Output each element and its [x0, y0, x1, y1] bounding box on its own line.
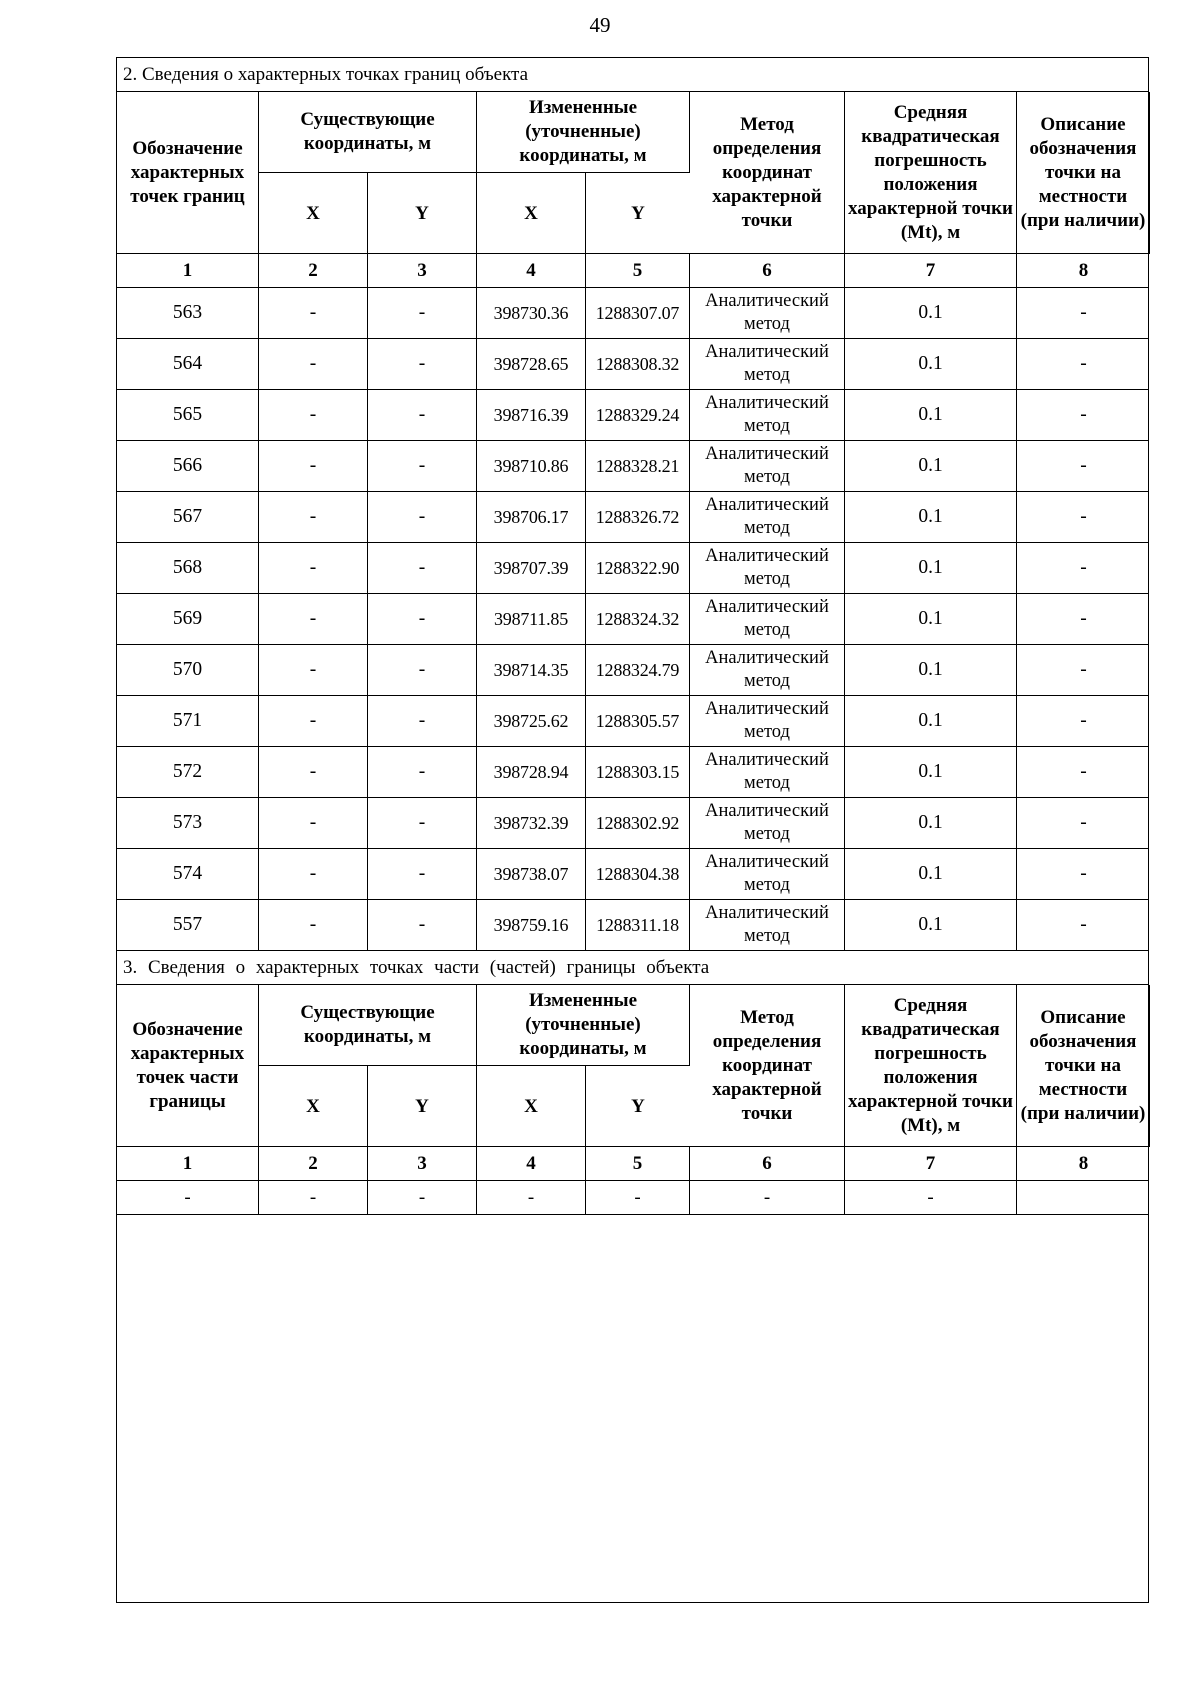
- table-cell: -: [586, 1181, 690, 1214]
- header-changed-coords: Измененные (уточненные) координаты, м: [477, 92, 690, 172]
- point-number-cell: 564: [117, 339, 259, 389]
- error-cell: 0.1: [845, 696, 1017, 746]
- existing-y-cell: -: [368, 849, 477, 899]
- method-cell: [690, 543, 845, 593]
- error-cell: 0.1: [845, 849, 1017, 899]
- method-line: Аналитический: [705, 750, 829, 770]
- description-cell: -: [1080, 506, 1087, 527]
- section2-header: [117, 92, 1148, 254]
- method-line: метод: [744, 620, 790, 640]
- changed-y-cell: 1288303.15: [586, 747, 690, 797]
- method-cell: [690, 849, 845, 899]
- description-cell: -: [1080, 404, 1087, 425]
- header-changed-x: X: [477, 1065, 586, 1147]
- method-line: Аналитический: [705, 291, 829, 311]
- header-existing-coords: Существующие координаты, м: [259, 92, 477, 172]
- description-cell: -: [1080, 557, 1087, 578]
- description-cell: -: [1080, 353, 1087, 374]
- table-row: [117, 492, 1148, 543]
- method-line: метод: [744, 467, 790, 487]
- error-cell: 0.1: [845, 390, 1017, 440]
- header-changed-x: X: [477, 172, 586, 254]
- changed-y-cell: 1288305.57: [586, 696, 690, 746]
- changed-x-cell: 398707.39: [477, 543, 586, 593]
- column-number: 3: [368, 1147, 477, 1180]
- point-number-cell: 570: [117, 645, 259, 695]
- existing-x-cell: -: [259, 696, 368, 746]
- existing-x-cell: -: [259, 441, 368, 491]
- method-line: метод: [744, 875, 790, 895]
- header-changed-y: Y: [586, 172, 690, 254]
- method-line: Аналитический: [705, 852, 829, 872]
- table-row: [117, 339, 1148, 390]
- existing-x-cell: -: [259, 798, 368, 848]
- table-cell: -: [690, 1181, 845, 1214]
- point-number-cell: 571: [117, 696, 259, 746]
- existing-x-cell: -: [259, 492, 368, 542]
- method-cell: [690, 390, 845, 440]
- method-cell: [690, 747, 845, 797]
- error-cell: 0.1: [845, 288, 1017, 338]
- existing-x-cell: -: [259, 747, 368, 797]
- changed-y-cell: 1288324.79: [586, 645, 690, 695]
- table-row: [117, 288, 1148, 339]
- changed-y-cell: 1288324.32: [586, 594, 690, 644]
- existing-x-cell: -: [259, 288, 368, 338]
- error-cell: 0.1: [845, 492, 1017, 542]
- method-cell: [690, 645, 845, 695]
- changed-y-cell: 1288302.92: [586, 798, 690, 848]
- changed-y-cell: 1288328.21: [586, 441, 690, 491]
- point-number-cell: 568: [117, 543, 259, 593]
- method-cell: [690, 900, 845, 950]
- header-description: Описание обозначения точки на местности (при наличии): [1017, 92, 1150, 254]
- changed-y-cell: 1288308.32: [586, 339, 690, 389]
- error-cell: 0.1: [845, 747, 1017, 797]
- point-number-cell: 573: [117, 798, 259, 848]
- method-line: метод: [744, 569, 790, 589]
- column-number: 8: [1078, 259, 1089, 281]
- header-description: Описание обозначения точки на местности (при наличии): [1017, 985, 1150, 1147]
- table-cell: -: [845, 1181, 1017, 1214]
- section3-empty-row: [117, 1181, 1148, 1215]
- section3-header: [117, 985, 1148, 1147]
- method-cell: [690, 594, 845, 644]
- changed-y-cell: 1288307.07: [586, 288, 690, 338]
- header-method: Метод определения координат характерной точки: [690, 92, 845, 254]
- header-existing-x: X: [259, 1065, 368, 1147]
- existing-y-cell: -: [368, 798, 477, 848]
- error-cell: 0.1: [845, 594, 1017, 644]
- description-cell: -: [1080, 659, 1087, 680]
- method-line: Аналитический: [705, 903, 829, 923]
- method-line: метод: [744, 416, 790, 436]
- error-cell: 0.1: [845, 441, 1017, 491]
- method-line: Аналитический: [705, 495, 829, 515]
- column-number: 2: [259, 254, 368, 287]
- error-cell: 0.1: [845, 645, 1017, 695]
- column-number: 6: [690, 254, 845, 287]
- changed-x-cell: 398711.85: [477, 594, 586, 644]
- changed-y-cell: 1288329.24: [586, 390, 690, 440]
- changed-x-cell: 398714.35: [477, 645, 586, 695]
- header-designation: Обозначение характерных точек части границы: [117, 985, 259, 1147]
- existing-y-cell: -: [368, 594, 477, 644]
- existing-x-cell: -: [259, 645, 368, 695]
- point-number-cell: 567: [117, 492, 259, 542]
- method-cell: [690, 696, 845, 746]
- point-number-cell: 565: [117, 390, 259, 440]
- column-number: 4: [477, 254, 586, 287]
- existing-x-cell: -: [259, 849, 368, 899]
- method-line: Аналитический: [705, 648, 829, 668]
- method-line: метод: [744, 824, 790, 844]
- header-existing-y: Y: [368, 172, 477, 254]
- section2-column-numbers: [117, 254, 1148, 288]
- section2-rows: [117, 288, 1148, 951]
- method-line: метод: [744, 773, 790, 793]
- method-line: Аналитический: [705, 444, 829, 464]
- table-cell: -: [117, 1181, 259, 1214]
- header-changed-y: Y: [586, 1065, 690, 1147]
- table-row: [117, 645, 1148, 696]
- point-number-cell: 557: [117, 900, 259, 950]
- description-cell: -: [1080, 608, 1087, 629]
- existing-y-cell: -: [368, 645, 477, 695]
- table-row: [117, 390, 1148, 441]
- table-row: [117, 543, 1148, 594]
- existing-y-cell: -: [368, 747, 477, 797]
- method-line: Аналитический: [705, 546, 829, 566]
- existing-x-cell: -: [259, 594, 368, 644]
- method-line: метод: [744, 518, 790, 538]
- point-number-cell: 569: [117, 594, 259, 644]
- column-number: 4: [477, 1147, 586, 1180]
- existing-x-cell: -: [259, 339, 368, 389]
- page-number: 49: [589, 13, 611, 37]
- table-cell: -: [477, 1181, 586, 1214]
- changed-x-cell: 398716.39: [477, 390, 586, 440]
- existing-y-cell: -: [368, 900, 477, 950]
- table-cell: [1017, 1181, 1150, 1214]
- method-line: Аналитический: [705, 801, 829, 821]
- changed-x-cell: 398725.62: [477, 696, 586, 746]
- error-cell: 0.1: [845, 798, 1017, 848]
- method-line: метод: [744, 314, 790, 334]
- changed-x-cell: 398738.07: [477, 849, 586, 899]
- section2-title: 2. Сведения о характерных точках границ объекта: [117, 58, 1148, 92]
- table-row: [117, 594, 1148, 645]
- column-number: 3: [368, 254, 477, 287]
- table-row: [117, 696, 1148, 747]
- existing-y-cell: -: [368, 339, 477, 389]
- description-cell: -: [1080, 761, 1087, 782]
- method-line: метод: [744, 671, 790, 691]
- method-line: метод: [744, 926, 790, 946]
- column-number: 8: [1078, 1152, 1089, 1174]
- header-error: Средняя квадратическая погрешность положения характерной точки (Mt), м: [845, 985, 1017, 1147]
- table-cell: -: [259, 1181, 368, 1214]
- changed-y-cell: 1288311.18: [586, 900, 690, 950]
- changed-x-cell: 398759.16: [477, 900, 586, 950]
- column-number: 6: [690, 1147, 845, 1180]
- changed-y-cell: 1288304.38: [586, 849, 690, 899]
- column-number: 2: [259, 1147, 368, 1180]
- existing-y-cell: -: [368, 288, 477, 338]
- method-line: метод: [744, 722, 790, 742]
- column-number: 1: [117, 254, 259, 287]
- existing-x-cell: -: [259, 390, 368, 440]
- changed-x-cell: 398706.17: [477, 492, 586, 542]
- column-number: 5: [586, 254, 690, 287]
- changed-y-cell: 1288322.90: [586, 543, 690, 593]
- existing-y-cell: -: [368, 492, 477, 542]
- existing-x-cell: -: [259, 900, 368, 950]
- point-number-cell: 572: [117, 747, 259, 797]
- error-cell: 0.1: [845, 900, 1017, 950]
- method-line: Аналитический: [705, 699, 829, 719]
- method-cell: [690, 288, 845, 338]
- table-cell: -: [368, 1181, 477, 1214]
- method-cell: [690, 339, 845, 389]
- table-row: [117, 849, 1148, 900]
- column-number: 1: [117, 1147, 259, 1180]
- table-row: [117, 441, 1148, 492]
- existing-y-cell: -: [368, 543, 477, 593]
- description-cell: -: [1080, 302, 1087, 323]
- table-row: [117, 798, 1148, 849]
- method-cell: [690, 441, 845, 491]
- existing-y-cell: -: [368, 441, 477, 491]
- method-line: Аналитический: [705, 342, 829, 362]
- header-method: Метод определения координат характерной точки: [690, 985, 845, 1147]
- point-number-cell: 574: [117, 849, 259, 899]
- description-cell: -: [1080, 710, 1087, 731]
- description-cell: -: [1080, 812, 1087, 833]
- error-cell: 0.1: [845, 339, 1017, 389]
- section3-title: [117, 951, 1148, 985]
- method-cell: [690, 798, 845, 848]
- error-cell: 0.1: [845, 543, 1017, 593]
- point-number-cell: 563: [117, 288, 259, 338]
- header-changed-coords: Измененные (уточненные) координаты, м: [477, 985, 690, 1065]
- column-number: 7: [845, 1147, 1017, 1180]
- changed-x-cell: 398730.36: [477, 288, 586, 338]
- changed-x-cell: 398710.86: [477, 441, 586, 491]
- description-cell: -: [1080, 914, 1087, 935]
- method-line: Аналитический: [705, 393, 829, 413]
- header-designation: Обозначение характерных точек границ: [117, 92, 259, 254]
- changed-x-cell: 398732.39: [477, 798, 586, 848]
- existing-x-cell: -: [259, 543, 368, 593]
- method-line: метод: [744, 365, 790, 385]
- description-cell: -: [1080, 863, 1087, 884]
- header-existing-coords: Существующие координаты, м: [259, 985, 477, 1065]
- method-line: Аналитический: [705, 597, 829, 617]
- header-existing-y: Y: [368, 1065, 477, 1147]
- table-row: [117, 747, 1148, 798]
- existing-y-cell: -: [368, 696, 477, 746]
- column-number: 7: [845, 254, 1017, 287]
- boundary-points-table: [116, 57, 1149, 1603]
- existing-y-cell: -: [368, 390, 477, 440]
- changed-x-cell: 398728.65: [477, 339, 586, 389]
- section3-column-numbers: [117, 1147, 1148, 1181]
- column-number: 5: [586, 1147, 690, 1180]
- point-number-cell: 566: [117, 441, 259, 491]
- description-cell: -: [1080, 455, 1087, 476]
- table-row: [117, 900, 1148, 951]
- header-existing-x: X: [259, 172, 368, 254]
- changed-x-cell: 398728.94: [477, 747, 586, 797]
- section3-title-text: 3. Сведения о характерных точках части (частей) границы объекта: [123, 956, 710, 978]
- method-cell: [690, 492, 845, 542]
- changed-y-cell: 1288326.72: [586, 492, 690, 542]
- header-error: Средняя квадратическая погрешность положения характерной точки (Mt), м: [845, 92, 1017, 254]
